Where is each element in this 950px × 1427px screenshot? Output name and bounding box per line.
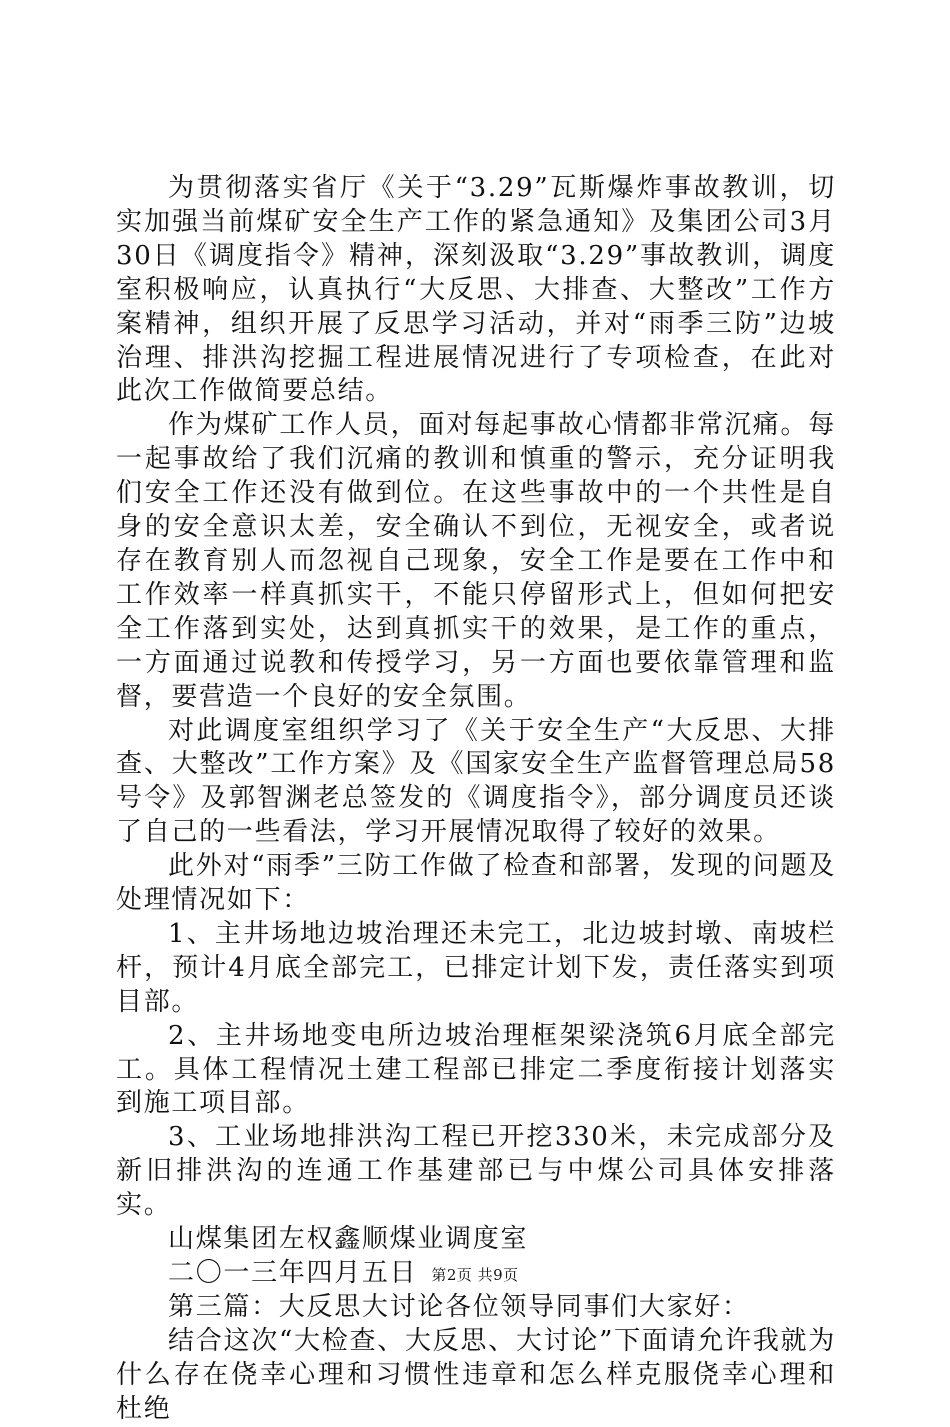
list-item-2: 2、主井场地变电所边坡治理框架梁浇筑6月底全部完工。具体工程情况土建工程部已排定二季度衔接计划落实到施工项目部。 xyxy=(116,1020,836,1119)
section-heading: 第三篇：大反思大讨论各位领导同事们大家好： xyxy=(168,1291,750,1322)
paragraph-intro: 为贯彻落实省厅《关于“3.29”瓦斯爆炸事故教训，切实加强当前煤矿安全生产工作的紧急通知》及集团公司3月30日《调度指令》精神，深刻汲取“3.29”事故教训，调度室积极响应，认真执行“大反思、大排查、大整改”工作方案精神，组织开展了反思学习活动，并对“雨季三防”边坡治理、排洪沟挖掘工程进展情况进行了专项检查，在此对此次工作做简要总结。 xyxy=(116,173,836,407)
page-number-footer: 第2页 共9页 xyxy=(431,1266,519,1284)
signature-organization: 山煤集团左权鑫顺煤业调度室 xyxy=(168,1224,529,1255)
paragraph-speech: 结合这次“大检查、大反思、大讨论”下面请允许我就为什么存在侥幸心理和习惯性违章和怎么样克服侥幸心理和杜绝 xyxy=(116,1325,836,1424)
list-item-1: 1、主井场地边坡治理还未完工，北边坡封墩、南坡栏杆，预计4月底全部完工，已排定计划下发，责任落实到项目部。 xyxy=(116,918,836,1017)
document-body xyxy=(116,172,836,1427)
paragraph-reflection: 作为煤矿工作人员，面对每起事故心情都非常沉痛。每一起事故给了我们沉痛的教训和慎重的警示，充分证明我们安全工作还没有做到位。在这些事故中的一个共性是自身的安全意识太差，安全确认不到位，无视安全，或者说存在教育别人而忽视自己现象，安全工作是要在工作中和工作效率一样真抓实干，不能只停留形式上，但如何把安全工作落到实处，达到真抓实干的效果，是工作的重点，一方面通过说教和传授学习，另一方面也要依靠管理和监督，要营造一个良好的安全氛围。 xyxy=(116,410,836,712)
paragraph-study: 对此调度室组织学习了《关于安全生产“大反思、大排查、大整改”工作方案》及《国家安全生产监督管理总局58号令》及郭智渊老总签发的《调度指令》，部分调度员还谈了自己的一些看法，学习开展情况取得了较好的效果。 xyxy=(116,715,836,848)
paragraph-inspection: 此外对“雨季”三防工作做了检查和部署，发现的问题及处理情况如下： xyxy=(116,851,836,916)
signature-date: 二〇一三年四月五日 xyxy=(168,1258,418,1288)
list-item-3: 3、工业场地排洪沟工程已开挖330米，未完成部分及新旧排洪沟的连通工作基建部已与中煤公司具体安排落实。 xyxy=(116,1122,836,1221)
